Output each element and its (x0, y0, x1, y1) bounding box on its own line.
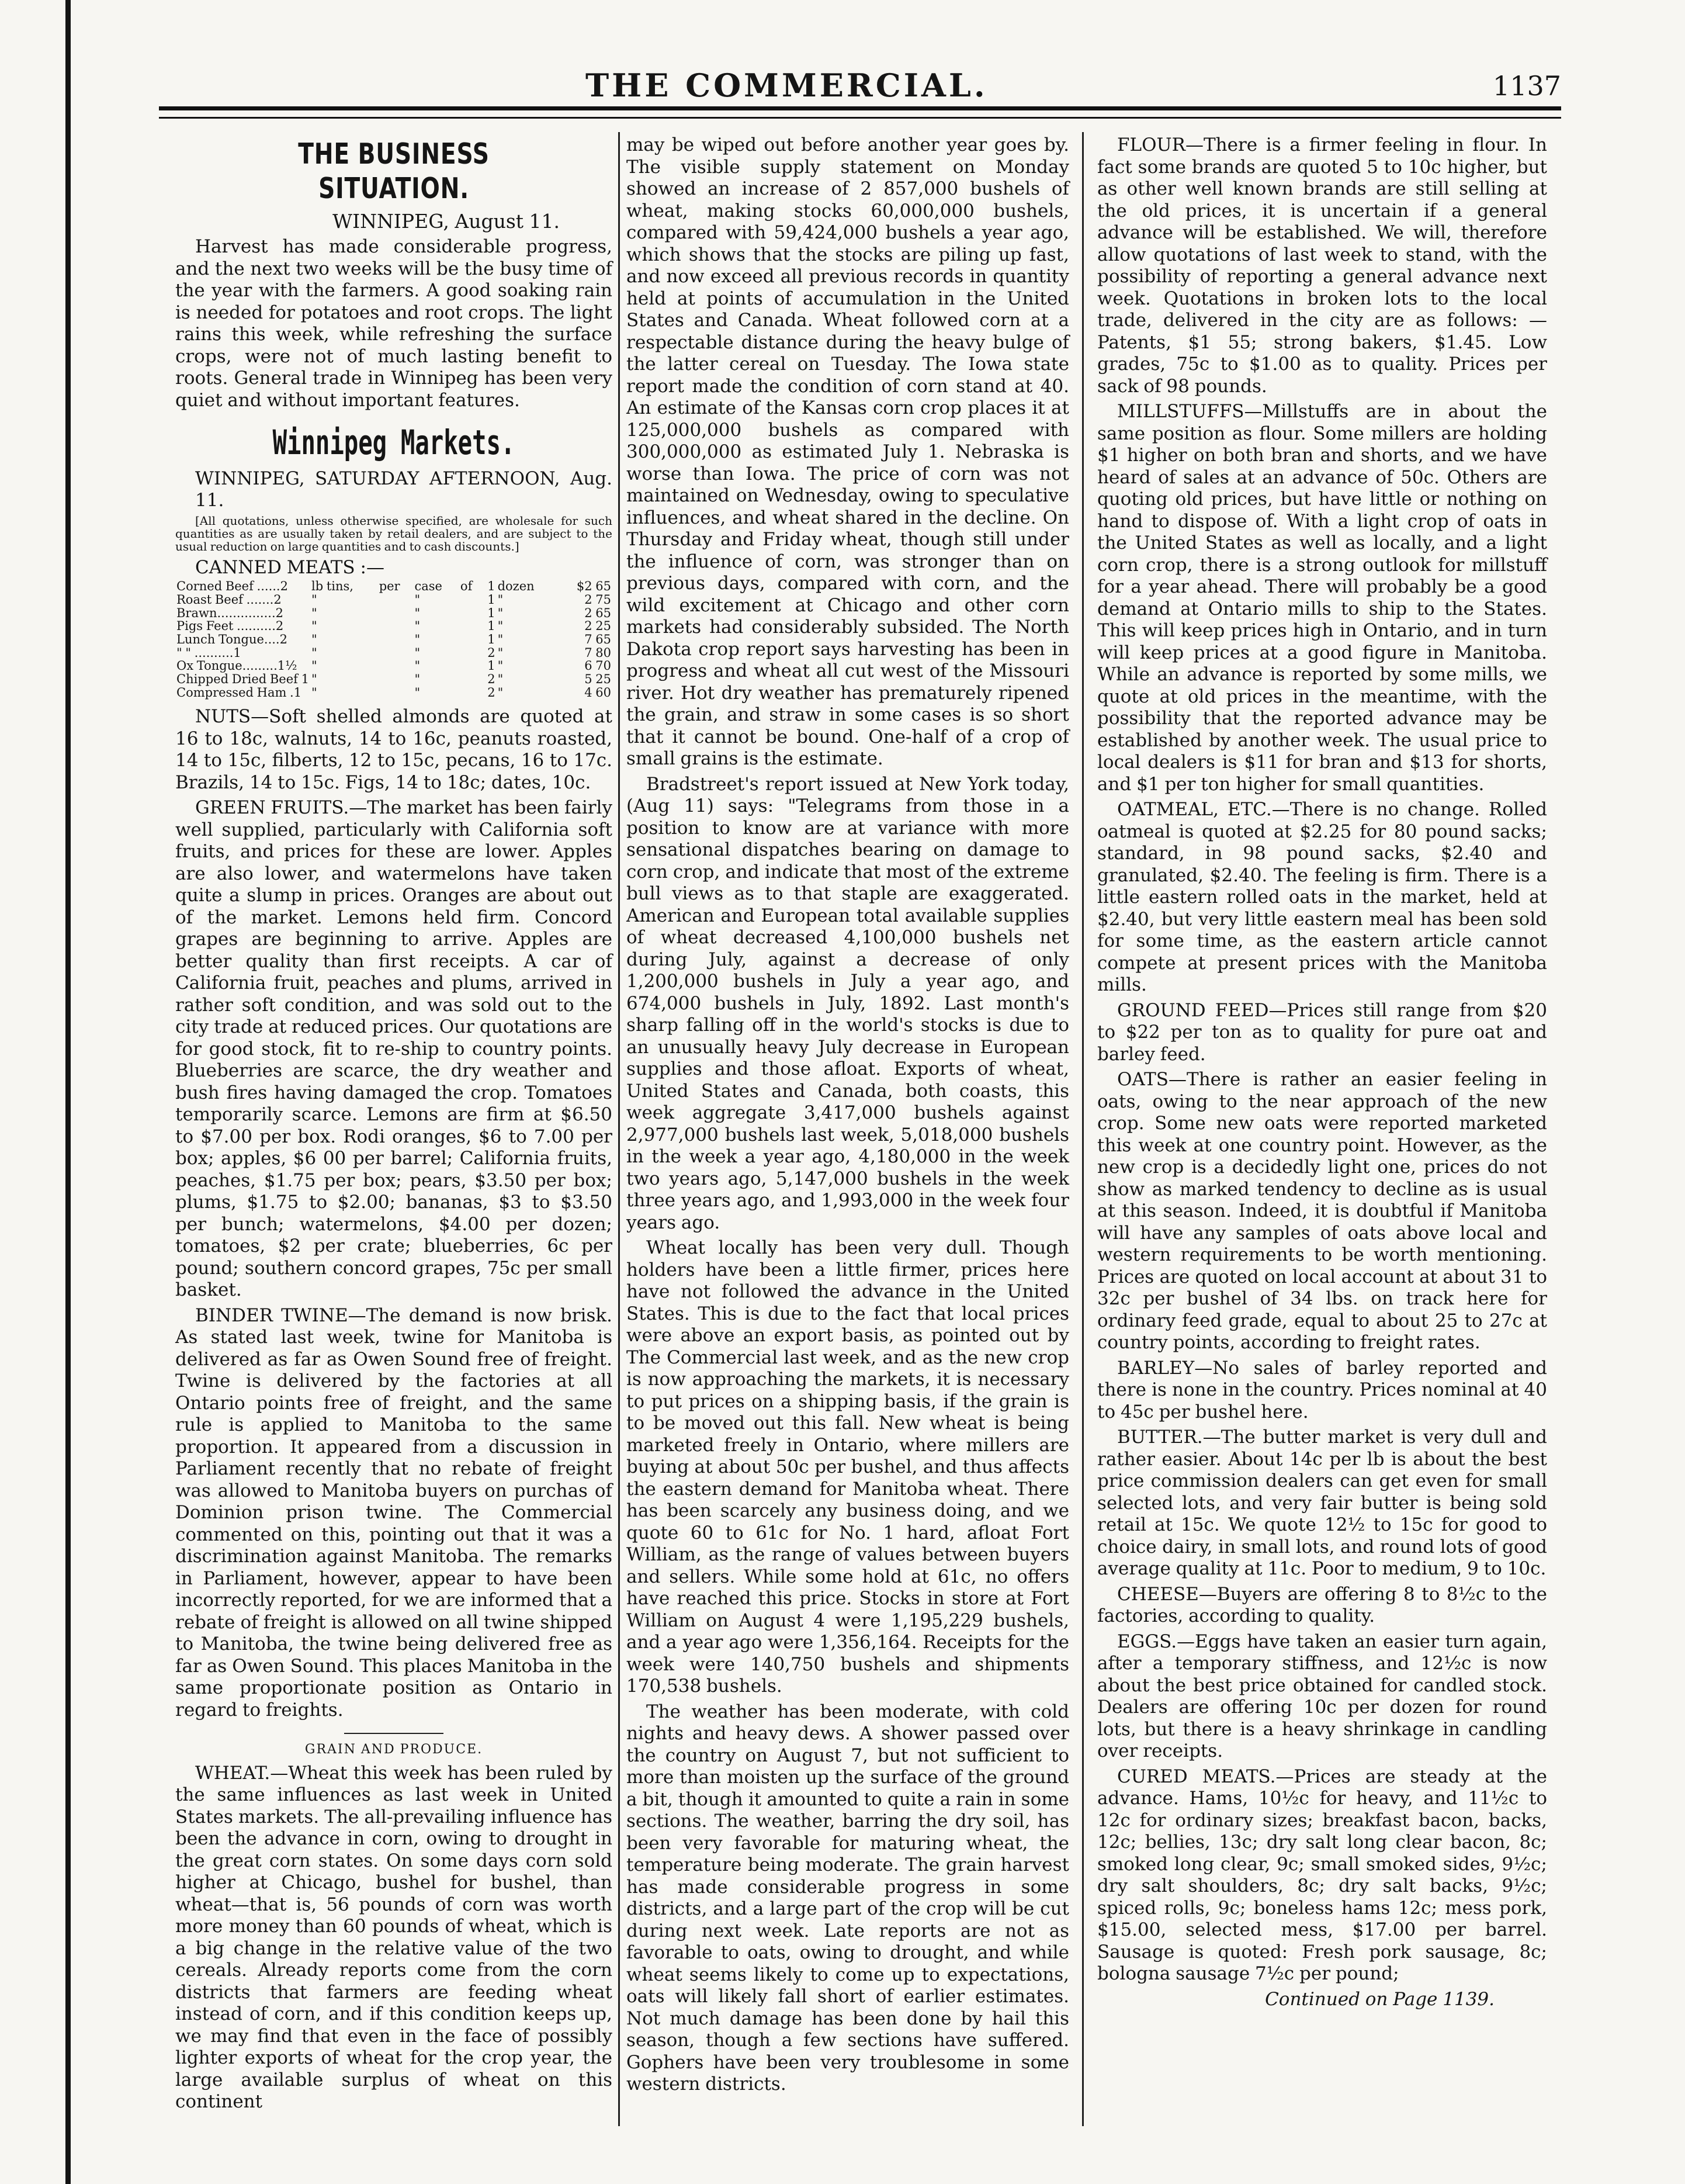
canned-meats-item: Lunch Tongue....2 (176, 632, 287, 647)
canned-meats-qty: 1 (487, 605, 495, 620)
canned-meats-price: 2 75 (584, 593, 611, 607)
canned-meats-qty: 1 (487, 593, 495, 607)
barley-lead: BARLEY (1117, 1357, 1195, 1379)
business-situation-title: THE BUSINESS SITUATION. (298, 137, 490, 206)
canned-meats-price: 2 65 (584, 605, 611, 620)
canned-meats-case: " (414, 632, 421, 647)
oatmeal-lead: OATMEAL, ETC. (1117, 799, 1272, 820)
canned-meats-of: of (460, 579, 473, 594)
butter-lead: BUTTER. (1117, 1427, 1203, 1448)
cured-meats-paragraph (1097, 1766, 1547, 1985)
column-rule (618, 132, 620, 2126)
canned-meats-row (175, 646, 612, 660)
column-1 (175, 134, 612, 2117)
quotations-note: [All quotations, unless otherwise specified, are wholesale for such quantities as are usually taken by retail dealers, and are subject to the usual reduction on large quantities and to cash discounts.] (175, 513, 612, 554)
wheat-lead: WHEAT. (195, 1762, 271, 1784)
canned-meats-doz: " (497, 619, 504, 634)
canned-meats-qty: 2 (487, 645, 495, 660)
canned-meats-row (175, 619, 612, 633)
nuts-text: —Soft shelled almonds are quoted at 16 to 18c, walnuts, 14 to 16c, peanuts roasted, 14 to 15c, filberts, 12 to 15c, pecans, 16 to 17c. Brazils, 14 to 15c. Figs, 14 to 18c; dates, 10c. (175, 706, 612, 793)
canned-meats-unit: " (311, 645, 317, 660)
canned-meats-case: case (414, 579, 442, 594)
canned-meats-row (175, 659, 612, 673)
canned-meats-case: " (414, 593, 421, 607)
canned-meats-price: 7 80 (584, 645, 611, 660)
section-divider (344, 1733, 443, 1734)
canned-meats-unit: " (311, 659, 317, 673)
millstuffs-paragraph (1097, 401, 1547, 795)
canned-meats-of (459, 593, 481, 607)
canned-meats-price: 7 65 (584, 632, 611, 647)
canned-meats-doz: " (497, 685, 504, 700)
bradstreet-paragraph: Bradstreet's report issued at New York today, (Aug 11) says: "Telegrams from those in a position to know are at variance with more sensational dispatches bearing on damage to corn crop, and indicate that most of the extreme bull views as to that staple are exaggerated. American and European total available supplies of wheat decreased 4,100,000 bushels net during July, against a decrease of only 1,200,000 bushels in July a year ago, and 674,000 bushels in July, 1892. Last month's sharp falling off in the world's stocks is due to an unusually heavy July decrease in European supplies and those afloat. Exports of wheat, United States and Canada, both coasts, this week aggregate 3,417,000 bushels against 2,977,000 bushels last week, 5,018,000 bushels in the week a year ago, 4,180,000 in the week two years ago, 5,147,000 bushels in the week three years ago, and 1,993,000 in the week four years ago. (626, 773, 1069, 1233)
winnipeg-markets-title: Winnipeg Markets. (272, 423, 515, 463)
canned-meats-row (175, 673, 612, 686)
column-3 (1097, 134, 1547, 2010)
canned-meats-unit: lb tins, (311, 579, 353, 594)
masthead: THE COMMERCIAL. (585, 67, 988, 104)
canned-meats-item: " " ..........1 (176, 645, 241, 660)
canned-meats-doz: " (497, 593, 504, 607)
canned-meats-unit: " (311, 672, 317, 687)
canned-meats-doz: " (497, 632, 504, 647)
canned-meats-case: " (414, 619, 421, 634)
canned-meats-qty: 1 (487, 619, 495, 634)
cured-meats-text: —Prices are steady at the advance. Hams, 10½c for heavy, and 11½c to 12c for ordinary sizes; breakfast bacon, backs, 12c; bellies, 13c; dry salt long clear bacon, 8c; smoked long clear, 9c; small smoked sides, 9½c; dry salt shoulders, 8c; dry salt backs, 9½c; spiced rolls, 9c; boneless hams 12c; mess pork, $15.00, selected mess, $17.00 per barrel. Sausage is quoted: Fresh pork sausage, 8c; bologna sausage 7½c per pound; (1097, 1766, 1548, 1984)
flour-paragraph (1097, 134, 1547, 397)
flour-text: —There is a firmer feeling in flour. In fact some brands are quoted 5 to 10c higher, but as other well known brands are still selling at the old prices, it is uncertain if a general advance will be established. We will, therefore allow quotations of last week to stand, with the possibility of reporting a general advance next week. Quotations in broken lots to the local trade, delivered in the city are as follows: — Patents, $1 55; strong bakers, $1.45. Low grades, 75c to $1.00 as to quality. Prices per sack of 98 pounds. (1097, 134, 1547, 397)
eggs-paragraph (1097, 1631, 1547, 1763)
canned-meats-price: 2 25 (584, 619, 611, 634)
cured-meats-lead: CURED MEATS. (1117, 1766, 1276, 1787)
oatmeal-text: —There is no change. Rolled oatmeal is quoted at $2.25 for 80 pound sacks; standard, in 98 pound sacks, $2.40 and granulated, $2.40. The feeling is firm. There is a little eastern rolled oats in the market, held at $2.40, but very little eastern meal has been sold for some time, as the eastern article cannot compete at present prices with the Manitoba mills. (1097, 799, 1547, 995)
continued-note: Continued on Page 1139. (1265, 1988, 1495, 2010)
green-fruits-paragraph (175, 797, 612, 1302)
cheese-lead: CHEESE (1117, 1583, 1199, 1605)
canned-meats-doz: dozen (497, 579, 535, 594)
canned-meats-item: Chipped Dried Beef 1 (176, 672, 309, 687)
canned-meats-table (175, 580, 612, 699)
green-fruits-text: —The market has been fairly well supplied, particularly with California soft fruits, and prices for these are lower. Apples are also lower, and watermelons have taken quite a slump in prices. Oranges are about out of the market. Lemons held firm. Concord grapes are beginning to arrive. Apples are better quality than first receipts. A car of California fruit, peaches and plums, arrived in rather soft condition, and was sold out to the city trade at reduced prices. Our quotations are for good stock, fit to re-ship to country points. Blueberries are scarce, the dry weather and bush fires having damaged the crop. Tomatoes temporarily scarce. Lemons are firm at $6.50 to $7.00 per box. Rodi oranges, $6 to 7.00 per box; apples, $6 00 per barrel; California fruits, peaches, $1.75 per box; pears, $3.50 per box; plums, $1.75 to $2.00; bananas, $3 to $3.50 per bunch; watermelons, $4.00 per dozen; tomatoes, $2 per crate; blueberries, 6c per pound; southern concord grapes, 75c per small basket. (175, 797, 612, 1301)
canned-meats-row (175, 607, 612, 620)
column-rule (1082, 132, 1084, 2126)
canned-meats-per (378, 593, 414, 607)
canned-meats-item: Pigs Feet ..........2 (176, 619, 284, 634)
eggs-text: —Eggs have taken an easier turn again, after a temporary stiffness, and 12½c is now about the best price obtained for candled stock. Dealers are offering 10c per dozen for round lots, but there is a heavy shrinkage in candling over receipts. (1097, 1631, 1547, 1761)
canned-meats-of (459, 659, 481, 673)
canned-meats-of (459, 646, 481, 660)
canned-meats-per (378, 659, 414, 673)
canned-meats-heading: CANNED MEATS :— (195, 556, 384, 578)
canned-meats-of (459, 607, 481, 620)
canned-meats-item: Brawn...............2 (176, 605, 283, 620)
binder-twine-text: —The demand is now brisk. As stated last week, twine for Manitoba is delivered as far as Owen Sound free of freight. Twine is delivered by the factories at all Ontario points free of freight, and the same rule is applied to Manitoba to the same proportion. It appeared from a discussion in Parliament recently that no rebate of freight was allowed to Manitoba buyers on purchas of Dominion prison twine. The Commercial commented on this, pointing out that it was a discrimination against Manitoba. The remarks in Parliament, however, appear to have been incorrectly reported, for we are informed that a rebate of freight is allowed on all twine shipped to Manitoba, the twine being delivered free as far as Owen Sound. This places Manitoba in the same proportionate position as Ontario in regard to freights. (175, 1304, 612, 1721)
canned-meats-case: " (414, 685, 421, 700)
markets-dateline: WINNIPEG, SATURDAY AFTERNOON, Aug. 11. (195, 468, 612, 511)
page-number: 1137 (1492, 70, 1561, 102)
canned-meats-doz: " (497, 645, 504, 660)
canned-meats-price: 4 60 (584, 685, 611, 700)
header-rule-thick (159, 106, 1561, 110)
canned-meats-row (175, 593, 612, 607)
canned-meats-unit: " (311, 632, 317, 647)
canned-meats-doz: " (497, 672, 504, 687)
binder-twine-paragraph (175, 1305, 612, 1722)
ground-feed-lead: GROUND FEED (1117, 999, 1269, 1021)
cheese-paragraph (1097, 1584, 1547, 1628)
oats-text: —There is rather an easier feeling in oats, owing to the near approach of the new crop. Some new oats were reported marketed this week at one country point. However, as the new crop is a decidedly light one, prices do not show as marked tendency to decline as is usual at this season. Indeed, it is doubtful if Manitoba will have any samples of oats above local and western requirements to be worth mentioning. Prices are quoted on local account at about 31 to 32c per bushel of 34 lbs. on track here for ordinary feed grade, equal to about 25 to 27c at country points, according to freight rates. (1097, 1069, 1547, 1353)
canned-meats-qty: 1 (487, 579, 495, 594)
canned-meats-qty: 2 (487, 672, 495, 687)
barley-text: —No sales of barley reported and there is none in the country. Prices nominal at 40 to 45c per bushel here. (1097, 1357, 1547, 1422)
eggs-lead: EGGS. (1117, 1631, 1177, 1652)
butter-paragraph (1097, 1427, 1547, 1580)
canned-meats-of (459, 673, 481, 686)
oatmeal-paragraph (1097, 799, 1547, 996)
canned-meats-qty: 2 (487, 685, 495, 700)
canned-meats-price: 6 70 (584, 659, 611, 673)
canned-meats-unit: " (311, 685, 317, 700)
barley-paragraph (1097, 1358, 1547, 1424)
canned-meats-row (175, 633, 612, 646)
canned-meats-case: " (414, 605, 421, 620)
canned-meats-price: $2 65 (576, 579, 611, 594)
canned-meats-item: Ox Tongue.........1½ (176, 659, 297, 673)
canned-meats-item: Corned Beef ......2 (176, 579, 288, 594)
canned-meats-qty: 1 (487, 659, 495, 673)
green-fruits-lead: GREEN FRUITS. (195, 797, 349, 819)
header-rule-thin (159, 117, 1561, 119)
canned-meats-of (459, 686, 481, 700)
oats-paragraph (1097, 1069, 1547, 1354)
canned-meats-item: Compressed Ham .1 (176, 685, 302, 700)
canned-meats-per (378, 607, 414, 620)
millstuffs-lead: MILLSTUFFS (1117, 401, 1244, 422)
nuts-paragraph (175, 706, 612, 794)
canned-meats-per (378, 673, 414, 686)
butter-text: —The butter market is very dull and rather easier. About 14c per lb is about the best price commission dealers can get even for small selected lots, and very fair butter is being sold retail at 15c. We quote 12½ to 15c for good to choice dairy, in small lots, and round lots of good average quality at 11c. Poor to medium, 9 to 10c. (1097, 1427, 1547, 1579)
canned-meats-unit: " (311, 605, 317, 620)
canned-meats-per (378, 619, 414, 633)
canned-meats-unit: " (311, 593, 317, 607)
wheat-continued-paragraph (626, 134, 1069, 770)
canned-meats-doz: " (497, 605, 504, 620)
canned-meats-row (175, 580, 612, 593)
canned-meats-case: " (414, 645, 421, 660)
oats-lead: OATS (1117, 1069, 1169, 1090)
business-dateline: WINNIPEG, August 11. (332, 209, 560, 233)
canned-meats-per (378, 646, 414, 660)
column-2 (626, 134, 1069, 2099)
nuts-lead: NUTS (195, 706, 251, 728)
canned-meats-of (459, 633, 481, 646)
canned-meats-price: 5 25 (584, 672, 611, 687)
canned-meats-row (175, 686, 612, 700)
canned-meats-of (459, 619, 481, 633)
wheat-continued-text: may be wiped out before another year goes by. The visible supply statement on Monday showed an increase of 2 857,000 bushels of wheat, making stocks 60,000,000 bushels, compared with 59,424,000 bushels a year ago, which shows that the stocks are piling up fast, and now exceed all previous records in quantity held at points of accumulation in the United States and Canada. Wheat followed corn at a respectable distance during the heavy bulge of the latter cereal on Tuesday. The Iowa state report made the condition of corn stand at 40. An estimate of the Kansas corn crop places it at 125,000,000 bushels as compared with 300,000,000 as estimated July 1. Nebraska is worse than Iowa. The price of corn was not maintained on Wednesday, owing to speculative influences, and wheat shared in the decline. On Thursday and Friday wheat, though still under the influence of corn, was stronger than on previous days, compared with corn, and the wild excitement at Chicago and other corn markets had considerably subsided. The North Dakota crop report says harvesting has been in progress and wheat all cut west of the Missouri river. Hot dry weather has prematurely ripened the grain, and straw in some cases is so short that it cannot be bound. One-half of a crop of small grains is the estimate. (626, 134, 1069, 769)
canned-meats-per (378, 686, 414, 700)
canned-meats-case: " (414, 672, 421, 687)
cheese-text: —Buyers are offering 8 to 8½c to the factories, according to quality. (1097, 1583, 1547, 1626)
wheat-paragraph (175, 1763, 612, 2113)
weather-paragraph: The weather has been moderate, with cold nights and heavy dews. A shower passed over the country on August 7, but not sufficient to more than moisten up the surface of the ground a bit, though it amounted to quite a rain in some sections. The weather, barring the dry soil, has been very favorable for maturing wheat, the temperature being moderate. The grain harvest has made considerable progress in some districts, and a large part of the crop will be cut during next week. Late reports are not as favorable to oats, owing to drought, and while wheat seems likely to come up to expectations, oats will likely fall short of earlier estimates. Not much damage has been done by hail this season, though a few sections have suffered. Gophers have been very troublesome in some western districts. (626, 1701, 1069, 2095)
binding-edge (65, 0, 71, 2184)
business-paragraph: Harvest has made considerable progress, and the next two weeks will be the busy time of the year with the farmers. A good soaking rain is needed for potatoes and root crops. The light rains this week, while refreshing the surface crops, were not of much lasting benefit to roots. General trade in Winnipeg has been very quiet and without important features. (175, 236, 612, 411)
canned-meats-item: Roast Beef .......2 (176, 593, 282, 607)
canned-meats-qty: 1 (487, 632, 495, 647)
local-wheat-paragraph: Wheat locally has been very dull. Though holders have been a little firmer, prices here have not followed the advance in the United States. This is due to the fact that local prices were above an export basis, as pointed out by The Commercial last week, and as the new crop is now approaching the markets, it is necessary to put prices on a shipping basis, if the grain is to be moved out this fall. New wheat is being marketed freely in Ontario, where millers are buying at about 50c per bushel, and thus affects the eastern demand for Manitoba wheat. There has been scarcely any business doing, and we quote 60 to 61c for No. 1 hard, afloat Fort William, as the range of values between buyers and sellers. While some hold at 61c, no offers have reached this price. Stocks in store at Fort William on August 4 were 1,195,229 bushels, and a year ago were 1,356,164. Receipts for the week were 140,750 bushels and shipments 170,538 bushels. (626, 1237, 1069, 1697)
canned-meats-per (378, 633, 414, 646)
canned-meats-unit: " (311, 619, 317, 634)
grain-produce-heading: GRAIN AND PRODUCE. (304, 1742, 483, 1757)
wheat-text: —Wheat this week has been ruled by the same influences as last week in United States markets. The all-prevailing influence has been the advance in corn, owing to drought in the great corn states. On some days corn sold higher at Chicago, bushel for bushel, than wheat—that is, 56 pounds of corn was worth more money than 60 pounds of wheat, which is a big change in the relative value of the two cereals. Already reports come from the corn districts that farmers are feeding wheat instead of corn, and if this condition keeps up, we may find that even in the face of possibly lighter exports of wheat for the crop year, the large available surplus of wheat on this continent (175, 1762, 612, 2113)
millstuffs-text: —Millstuffs are in about the same position as flour. Some millers are holding $1 higher on both bran and shorts, and we have heard of sales at an advance of 50c. Others are quoting old prices, but have little or nothing on hand to dispose of. With a light crop of oats in the United States as well as locally, and a light corn crop, there is a strong outlook for millstuff for a year ahead. There will probably be a good demand at Ontario mills to ship to the States. This will keep prices high in Ontario, and in turn will keep prices at a good figure in Manitoba. While an advance is reported by some mills, we quote at old prices in the meantime, with the possibility that the reported advance may be established by another week. The usual price to local dealers is $11 for bran and $13 for shorts, and $1 per ton higher for small quantities. (1097, 401, 1547, 795)
ground-feed-text: —Prices still range from $20 to $22 per ton as to quality for pure oat and barley feed. (1097, 999, 1547, 1065)
canned-meats-per: per (379, 579, 400, 594)
canned-meats-case: " (414, 659, 421, 673)
ground-feed-paragraph (1097, 1000, 1547, 1066)
canned-meats-doz: " (497, 659, 504, 673)
flour-lead: FLOUR (1117, 134, 1185, 155)
binder-twine-lead: BINDER TWINE (195, 1304, 348, 1326)
